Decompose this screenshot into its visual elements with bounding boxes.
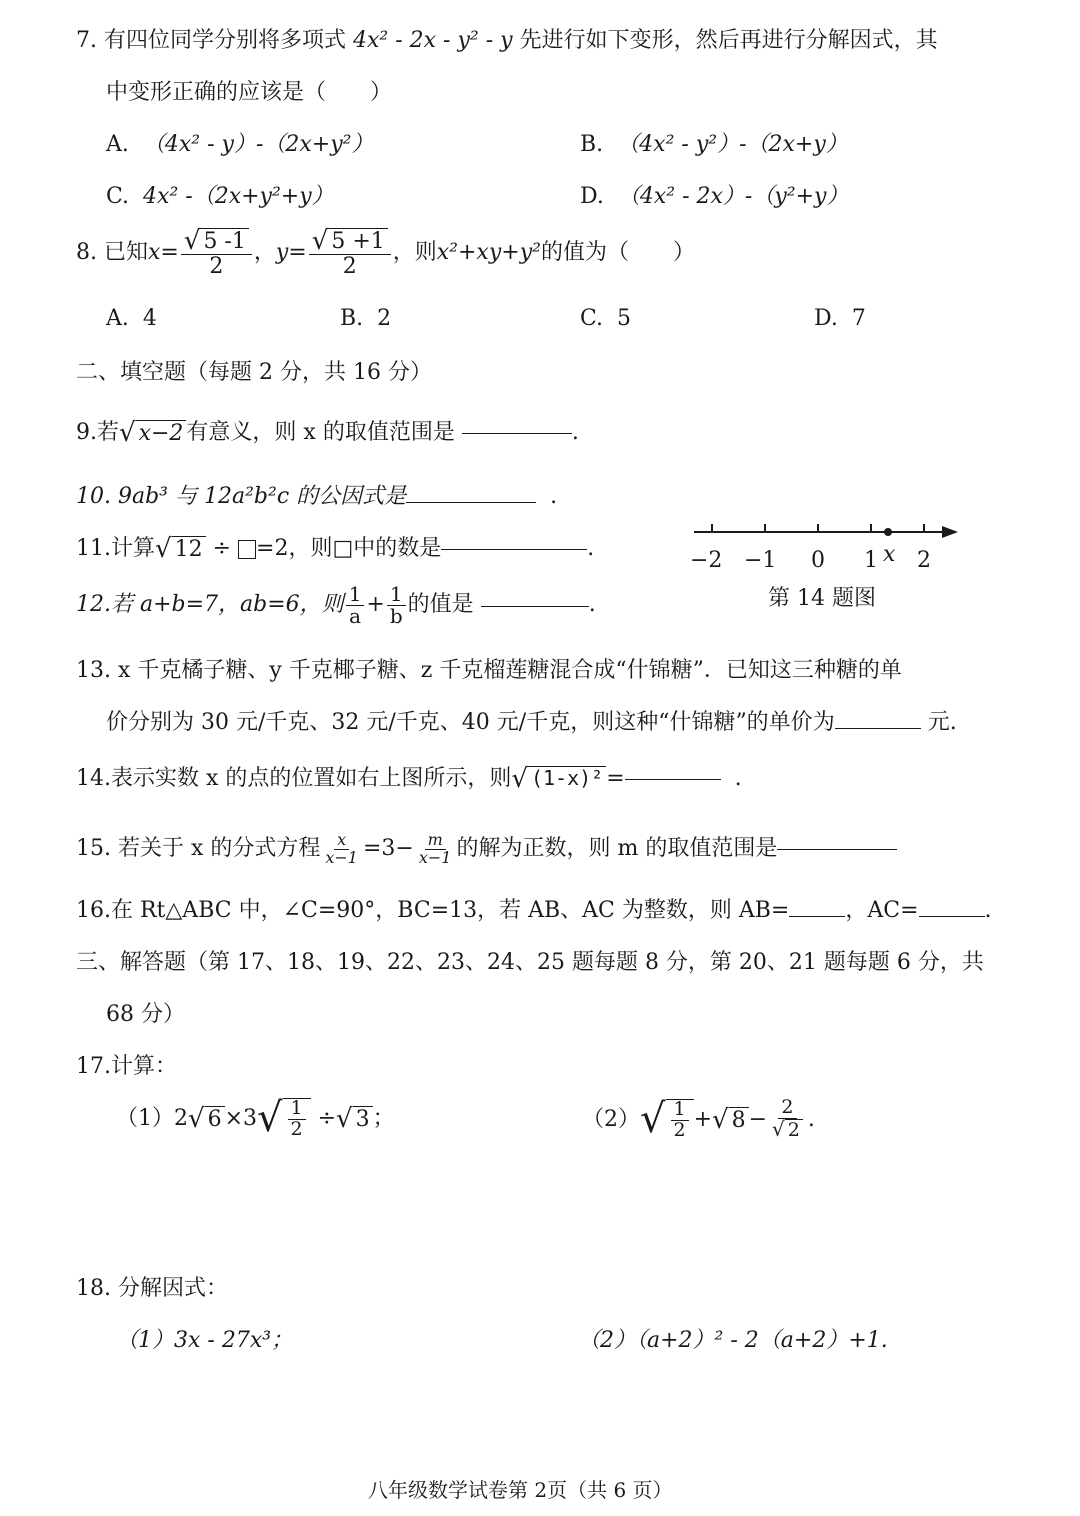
q11-divide: ÷ bbox=[212, 536, 232, 561]
coefficient: 2 bbox=[174, 1105, 188, 1131]
q8-y-var: y= bbox=[275, 240, 307, 265]
q11-square-box bbox=[238, 540, 256, 559]
q14-sqrt: √ (1-x)² bbox=[511, 766, 606, 792]
q8-ask-text: 的值为（ ） bbox=[540, 240, 695, 265]
q8-x-fraction bbox=[181, 228, 252, 278]
q14-text: 14.表示实数 x 的点的位置如右上图所示，则 bbox=[76, 766, 512, 791]
q11-end: . bbox=[587, 536, 595, 561]
q8-line bbox=[76, 228, 695, 278]
q8-sep: ， bbox=[253, 240, 276, 265]
q14-figure-caption: 第 14 题图 bbox=[768, 586, 876, 611]
q7-option-c bbox=[106, 184, 334, 210]
q8-option-c bbox=[580, 306, 631, 332]
q16-ac-blank[interactable] bbox=[919, 915, 985, 917]
q14-number-line-figure bbox=[688, 514, 968, 624]
part-end: ； bbox=[372, 1105, 395, 1131]
q7-line2: 中变形正确的应该是（ ） bbox=[106, 80, 393, 105]
q9-answer-blank[interactable] bbox=[462, 432, 572, 434]
sqrt-half: √ $\frac{1}{2}$ bbox=[640, 1099, 694, 1141]
option-expr: （4x² - y²）-（2x+y） bbox=[617, 132, 848, 157]
sqrt-2: √ 2 bbox=[772, 1119, 803, 1142]
part-label: （1） bbox=[116, 1105, 174, 1131]
q8-option-a bbox=[106, 306, 157, 332]
q11-line bbox=[76, 534, 595, 565]
tick-label: 1 bbox=[864, 548, 878, 573]
q12-fraction-b bbox=[387, 584, 406, 627]
q8-ask-expr: x²+xy+y² bbox=[436, 240, 541, 265]
radicand: 2 bbox=[785, 1119, 803, 1142]
q14-equals: = bbox=[606, 766, 625, 791]
q8-y-fraction bbox=[309, 228, 391, 278]
q7-polynomial: 4x² - 2x - y² - y bbox=[353, 28, 513, 53]
q8-number: 8. bbox=[76, 240, 97, 265]
plus: + bbox=[693, 1106, 713, 1132]
q15-f2-denominator: x−1 bbox=[418, 847, 452, 867]
q7-number: 7. bbox=[76, 28, 97, 53]
q8-x-numerator: 5 -1 bbox=[200, 228, 248, 254]
part-end: . bbox=[807, 1106, 815, 1132]
q18-part-2: （2）（a+2）² - 2（a+2）+1. bbox=[578, 1328, 888, 1353]
q17-part-2 bbox=[582, 1095, 815, 1142]
q13-answer-blank[interactable] bbox=[835, 727, 921, 729]
number-line-arrow bbox=[942, 526, 958, 538]
option-label: A. bbox=[106, 306, 129, 331]
q12-fraction-a bbox=[346, 584, 365, 627]
q7-option-a bbox=[106, 132, 373, 158]
q15-text: 15. 若关于 x 的分式方程 bbox=[76, 836, 321, 862]
section-2-heading: 二、填空题（每题 2 分，共 16 分） bbox=[76, 360, 432, 385]
sqrt-3: √ 3 bbox=[336, 1106, 373, 1132]
option-expr: （4x² - y）-（2x+y²） bbox=[142, 132, 374, 157]
q18-title: 18. 分解因式： bbox=[76, 1276, 228, 1301]
numerator: 1 bbox=[671, 1100, 689, 1121]
q10-end: . bbox=[550, 484, 558, 509]
numerator: 2 bbox=[778, 1098, 796, 1119]
q7-option-d bbox=[580, 184, 848, 210]
q15-text-cont: 的解为正数，则 m 的取值范围是 bbox=[456, 836, 778, 862]
q12-denominator-b: b bbox=[389, 604, 403, 628]
q10-answer-blank[interactable] bbox=[406, 501, 536, 503]
sqrt-half: √ $\frac{1}{2}$ bbox=[257, 1098, 311, 1140]
q9-radicand: x−2 bbox=[136, 420, 187, 446]
q15-mid: =3− bbox=[362, 836, 414, 862]
divide: ÷ bbox=[317, 1105, 337, 1131]
option-label: A. bbox=[106, 132, 129, 157]
q14-line bbox=[76, 764, 742, 795]
denominator: 2 bbox=[673, 1118, 686, 1141]
option-label: D. bbox=[814, 306, 838, 331]
q12-answer-blank[interactable] bbox=[481, 605, 589, 607]
sqrt-sign: √ 5 +1 bbox=[312, 228, 388, 254]
q12-line bbox=[76, 584, 596, 627]
q16-end: . bbox=[984, 898, 992, 923]
q15-line bbox=[76, 832, 897, 867]
option-value: 4 bbox=[142, 306, 157, 331]
q11-answer-blank[interactable] bbox=[441, 548, 587, 550]
option-label: C. bbox=[580, 306, 604, 331]
section-3-heading: 三、解答题（第 17、18、19、22、23、24、25 题每题 8 分，第 20、21 题每题 6 分，共 bbox=[76, 950, 984, 975]
q12-plus: + bbox=[366, 592, 385, 618]
q15-answer-blank[interactable] bbox=[777, 848, 897, 850]
q11-text: 11.计算 bbox=[76, 536, 155, 561]
tick-label: −1 bbox=[744, 548, 777, 573]
q11-text-cont: =2，则□中的数是 bbox=[256, 536, 442, 561]
tick-label: 2 bbox=[917, 548, 931, 573]
tick-label: −2 bbox=[690, 548, 723, 573]
q14-answer-blank[interactable] bbox=[625, 778, 721, 780]
option-label: C. bbox=[106, 184, 130, 209]
q8-text: 已知 bbox=[104, 240, 149, 265]
q8-y-numerator: 5 +1 bbox=[328, 228, 387, 254]
q12-text-cont: 的值是 bbox=[407, 592, 474, 618]
q15-fraction-1 bbox=[322, 832, 361, 867]
q15-f1-denominator: x−1 bbox=[325, 847, 358, 867]
option-value: 5 bbox=[617, 306, 632, 331]
q11-sqrt: √ 12 bbox=[155, 536, 206, 562]
fraction-2-over-sqrt2 bbox=[769, 1098, 806, 1142]
q8-option-b bbox=[340, 306, 391, 332]
q16-text-mid: ，AC= bbox=[845, 898, 919, 923]
q10-line bbox=[76, 484, 557, 510]
radicand: 6 bbox=[205, 1106, 225, 1132]
q7-line1 bbox=[76, 28, 938, 54]
q8-then: ，则 bbox=[392, 240, 437, 265]
q9-line bbox=[76, 418, 579, 449]
q13-line2 bbox=[106, 710, 957, 736]
sqrt-8: √ 8 bbox=[712, 1107, 749, 1133]
q8-y-denominator: 2 bbox=[342, 254, 357, 280]
part-label: （2） bbox=[582, 1106, 640, 1132]
denominator: 2 bbox=[290, 1117, 303, 1140]
q12-numerator-b: 1 bbox=[387, 584, 406, 606]
q13-line1: 13. x 千克橘子糖、y 千克椰子糖、z 千克榴莲糖混合成“什锦糖”．已知这三种糖的单 bbox=[76, 658, 902, 683]
q17-part-1 bbox=[116, 1095, 395, 1141]
q12-numerator-a: 1 bbox=[346, 584, 365, 606]
option-label: B. bbox=[340, 306, 364, 331]
q13-text: 价分别为 30 元/千克、32 元/千克、40 元/千克，则这种“什锦糖”的单价为 bbox=[106, 710, 835, 735]
q16-ab-blank[interactable] bbox=[789, 915, 845, 917]
option-label: B. bbox=[580, 132, 604, 157]
q8-option-d bbox=[814, 306, 866, 332]
q9-sqrt: √ x−2 bbox=[119, 420, 186, 446]
q7-text-cont: 先进行如下变形，然后再进行分解因式，其 bbox=[519, 28, 938, 53]
q12-denominator-a: a bbox=[349, 604, 362, 628]
q16-line bbox=[76, 898, 992, 924]
point-x bbox=[884, 528, 892, 536]
q11-radicand: 12 bbox=[172, 536, 206, 562]
q12-end: . bbox=[588, 592, 596, 618]
section-3-heading-cont: 68 分） bbox=[106, 1002, 185, 1027]
radicand: 3 bbox=[353, 1106, 373, 1132]
page-footer: 八年级数学试卷第 2页（共 6 页） bbox=[368, 1478, 673, 1502]
q17-title: 17.计算： bbox=[76, 1054, 177, 1079]
q9-text-cont: 有意义，则 x 的取值范围是 bbox=[186, 420, 455, 445]
option-expr: （4x² - 2x）-（y²+y） bbox=[617, 184, 849, 209]
q15-fraction-2 bbox=[416, 832, 455, 867]
option-expr: 4x² -（2x+y²+y） bbox=[143, 184, 334, 209]
q13-unit: 元. bbox=[927, 710, 957, 735]
radicand: 8 bbox=[729, 1107, 749, 1133]
q9-text: 9.若 bbox=[76, 420, 119, 445]
q8-x-denominator: 2 bbox=[209, 254, 224, 280]
q15-f1-numerator: x bbox=[334, 832, 349, 850]
q12-text: 12.若 a+b=7，ab=6，则 bbox=[76, 592, 344, 618]
q8-x-var: x= bbox=[148, 240, 179, 265]
q14-end: . bbox=[734, 766, 742, 791]
option-value: 7 bbox=[851, 306, 866, 331]
minus: − bbox=[748, 1106, 768, 1132]
q15-f2-numerator: m bbox=[425, 832, 446, 850]
times: ×3 bbox=[224, 1105, 258, 1131]
q16-text: 16.在 Rt△ABC 中，∠C=90°，BC=13，若 AB、AC 为整数，则 AB= bbox=[76, 898, 790, 923]
q10-text: 10. 9ab³ 与 12a²b²c 的公因式是 bbox=[76, 484, 407, 509]
q14-radicand: (1-x)² bbox=[528, 766, 606, 792]
sqrt-6: √ 6 bbox=[188, 1106, 225, 1132]
option-label: D. bbox=[580, 184, 604, 209]
q9-end: . bbox=[571, 420, 579, 445]
sqrt-sign: √ 5 -1 bbox=[184, 228, 249, 254]
point-x-label: x bbox=[883, 542, 896, 567]
q7-option-b bbox=[580, 132, 848, 158]
tick-label: 0 bbox=[811, 548, 825, 573]
option-value: 2 bbox=[377, 306, 392, 331]
q7-text: 有四位同学分别将多项式 bbox=[104, 28, 347, 53]
numerator: 1 bbox=[288, 1099, 306, 1120]
q18-part-1: （1）3x - 27x³； bbox=[116, 1328, 294, 1353]
